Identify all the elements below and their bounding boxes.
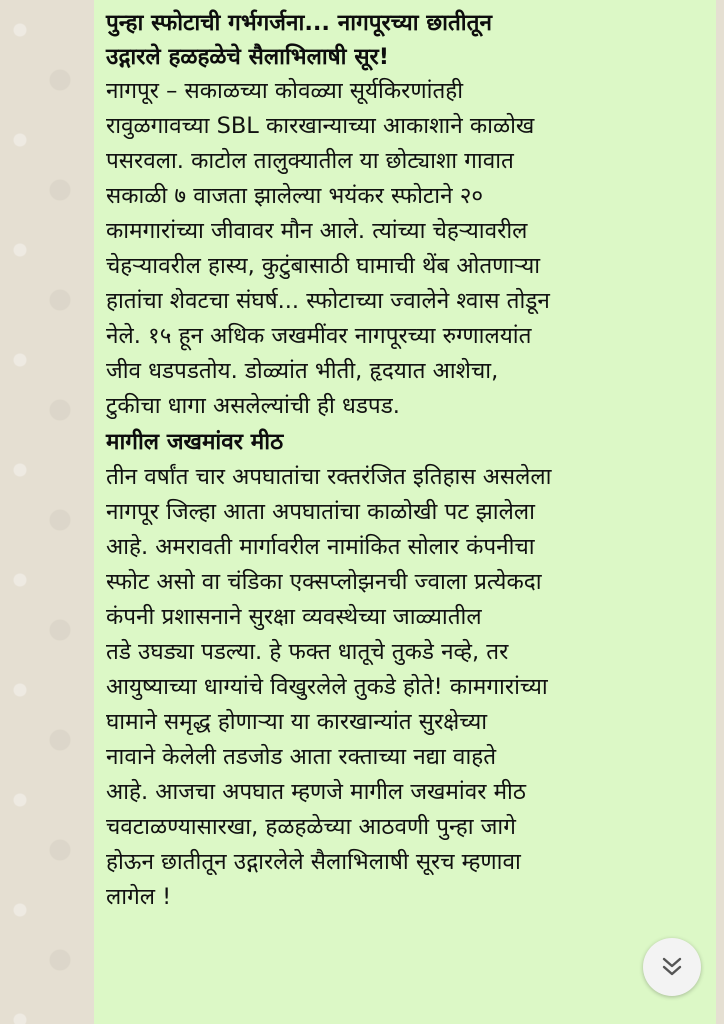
message-subheading: मागील जखमांवर मीठ: [106, 429, 284, 455]
double-chevron-down-icon: [659, 954, 685, 980]
message-bubble[interactable]: [94, 0, 716, 1024]
message-headline: पुन्हा स्फोटाची गर्भगर्जना... नागपूरच्या छातीतून उद्गारले हळहळेचे सैलाभिलाषी सूर!: [106, 10, 492, 70]
message-paragraph-1: नागपूर – सकाळच्या कोवळ्या सूर्यकिरणांतही रावुळगावच्या SBL कारखान्याच्या आकाशाने काळोख पसरवला. काटोल तालुक्यातील या छोट्याशा गावात सकाळी ७ वाजता झालेल्या भयंकर स्फोटाने २० कामगारांच्या जीवावर मौन आले. त्यांच्या चेहऱ्यावरील चेहऱ्यावरील हास्य, कुटुंबासाठी घामाची थेंब ओतणाऱ्या हातांचा शेवटचा संघर्ष... स्फोटाच्या ज्वालेने श्वास तोडून नेले. १५ हून अधिक जखमींवर नागपूरच्या रुग्णालयांत जीव धडपडतोय. डोळ्यांत भीती, हृदयात आशेचा, टुकीचा धागा असलेल्यांची ही धडपड.: [106, 78, 550, 419]
message-paragraph-2: तीन वर्षांत चार अपघातांचा रक्तरंजित इतिहास असलेला नागपूर जिल्हा आता अपघातांचा काळोखी पट झालेला आहे. अमरावती मार्गावरील नामांकित सोलार कंपनीचा स्फोट असो वा चंडिका एक्सप्लोझनची ज्वाला प्रत्येकदा कंपनी प्रशासनाने सुरक्षा व्यवस्थेच्या जाळ्यातील तडे उघड्या पडल्या. हे फक्त धातूचे तुकडे नव्हे, तर आयुष्याच्या धाग्यांचे विखुरलेले तुकडे होते! कामगारांच्या घामाने समृद्ध होणाऱ्या या कारखान्यांत सुरक्षेच्या नावाने केलेली तडजोड आता रक्ताच्या नद्या वाहते आहे. आजचा अपघात म्हणजे मागील जखमांवर मीठ चवटाळण्यासारखा, हळहळेच्या आठवणी पुन्हा जागे होऊन छातीतून उद्गारलेले सैलाभिलाषी सूरच म्हणावा लागेल !: [106, 464, 552, 910]
scroll-to-bottom-button[interactable]: [643, 938, 701, 996]
